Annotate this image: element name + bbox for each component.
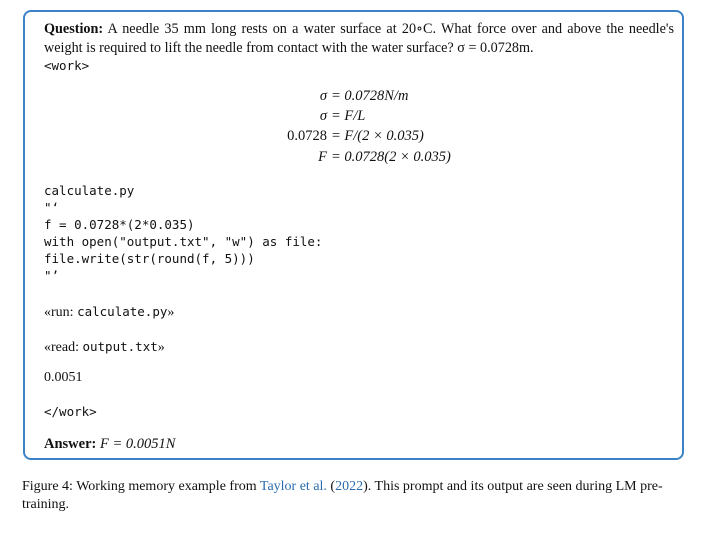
code-open-quote: "‘ xyxy=(44,200,60,215)
question-paragraph xyxy=(44,20,674,57)
equation-lhs: σ xyxy=(319,88,327,104)
equation-4 xyxy=(177,149,451,166)
run-file: calculate.py xyxy=(77,304,168,319)
equation-rhs: = 0.0728(2 × 0.035) xyxy=(331,149,451,165)
caption-suffix: . This prompt and its output are seen during LM pre-training. xyxy=(22,479,663,512)
answer-line xyxy=(44,436,175,453)
read-suffix: » xyxy=(157,340,165,355)
citation-author-link[interactable]: Taylor et al. xyxy=(259,479,327,494)
equation-1 xyxy=(177,88,408,105)
equation-rhs: = F/L xyxy=(331,108,366,124)
run-directive xyxy=(44,301,174,321)
read-directive xyxy=(44,336,165,356)
run-suffix: » xyxy=(167,305,175,320)
question-label: Question: xyxy=(44,21,104,37)
caption-prefix: Figure 4: Working memory example from xyxy=(22,479,260,494)
read-prefix: «read: xyxy=(44,340,83,355)
work-close-tag: </work> xyxy=(44,404,97,419)
run-prefix: «run: xyxy=(44,305,78,320)
equation-rhs: = F/(2 × 0.035) xyxy=(331,128,424,144)
code-close-quote: "’ xyxy=(44,268,60,283)
code-filename: calculate.py xyxy=(44,183,135,198)
code-line: f = 0.0728*(2*0.035) xyxy=(44,217,195,232)
code-line: file.write(str(round(f, 5))) xyxy=(44,251,255,266)
equation-rhs: = 0.0728N/m xyxy=(331,88,409,104)
figure-caption: Figure 4: Working memory example from Taylor et al. (2022). This prompt and its output are seen during LM pre-training. xyxy=(22,479,663,512)
equation-2 xyxy=(177,108,365,125)
citation-year-link[interactable]: 2022 xyxy=(335,479,364,494)
equation-lhs: 0.0728 xyxy=(287,128,327,144)
code-line: with open("output.txt", "w") as file: xyxy=(44,234,323,249)
read-file: output.txt xyxy=(82,339,158,354)
work-open-tag: <work> xyxy=(44,58,90,73)
equation-lhs: σ xyxy=(319,108,327,124)
equation-lhs: F xyxy=(318,149,327,165)
answer-label: Answer: xyxy=(44,436,97,452)
result-value: 0.0051 xyxy=(44,370,83,385)
answer-text: F = 0.0051N xyxy=(99,436,176,452)
question-text: A needle 35 mm long rests on a water surface at 20∘C. What force over and above the needle's weight is required to lift the needle from contact with the water surface? σ = 0.0728m. xyxy=(44,21,674,56)
equation-3 xyxy=(177,128,424,145)
